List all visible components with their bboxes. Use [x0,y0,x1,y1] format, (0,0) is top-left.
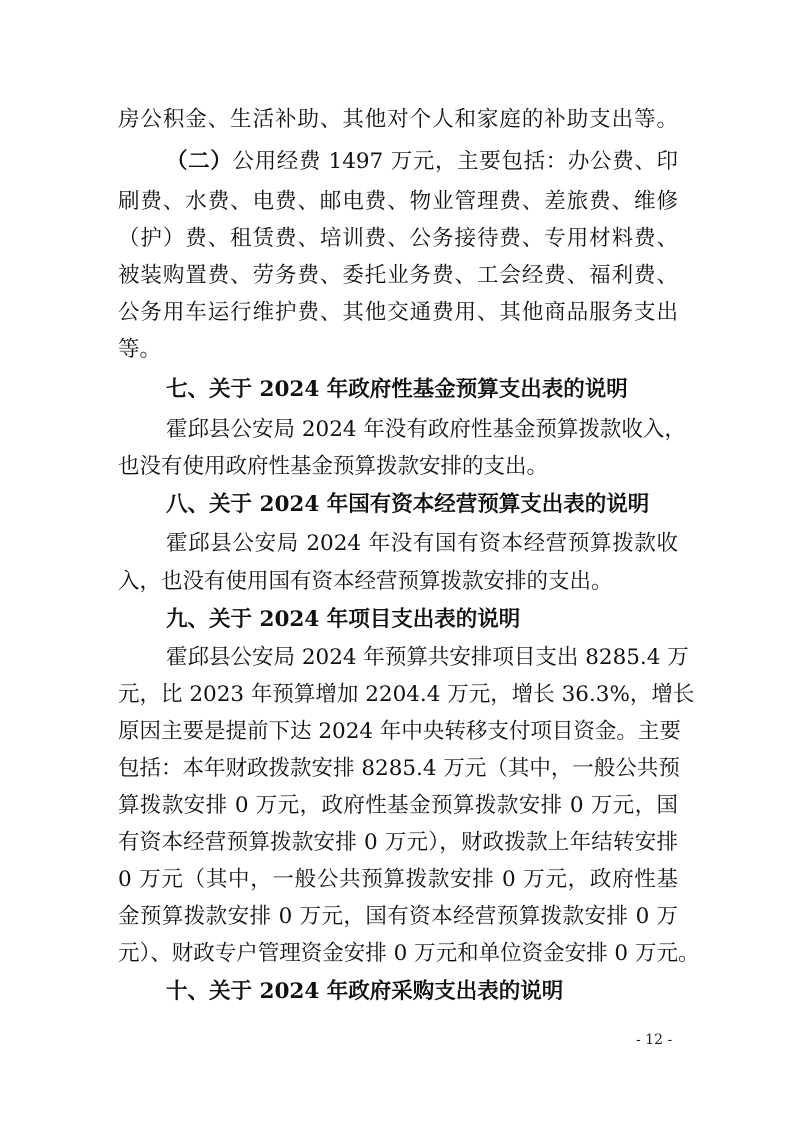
paragraph-line: 入，也没有使用国有资本经营预算拨款安排的支出。 [118,569,613,594]
paragraph-line: 公务用车运行维护费、其他交通费用、其他商品服务支出 [118,300,678,325]
page-number: - 12 - [636,1032,673,1048]
paragraph-line: 房公积金、生活补助、其他对个人和家庭的补助支出等。 [118,107,678,132]
paragraph-line: （护）费、租赁费、培训费、公务接待费、专用材料费、 [118,226,678,251]
section-heading-10: 十、关于 2024 年政府采购支出表的说明 [166,979,564,1004]
paragraph-line: 金预算拨款安排 0 万元，国有资本经营预算拨款安排 0 万 [118,904,678,929]
paragraph-line: 0 万元（其中，一般公共预算拨款安排 0 万元，政府性基 [118,867,678,892]
paragraph-line: 也没有使用政府性基金预算拨款安排的支出。 [118,454,549,479]
paragraph-line: 公用经费 1497 万元，主要包括：办公费、印 [232,149,678,174]
section-heading-8: 八、关于 2024 年国有资本经营预算支出表的说明 [166,492,650,517]
section-heading-7: 七、关于 2024 年政府性基金预算支出表的说明 [166,377,628,402]
paragraph-line: 霍邱县公安局 2024 年没有政府性基金预算拨款收入， [166,417,686,442]
section-label: （二） [166,149,233,174]
paragraph-line: 有资本经营预算拨款安排 0 万元），财政拨款上年结转安排 [118,830,678,855]
paragraph-line: 霍邱县公安局 2024 年预算共安排项目支出 8285.4 万 [166,645,689,670]
paragraph-line: 霍邱县公安局 2024 年没有国有资本经营预算拨款收 [166,531,678,556]
paragraph-line: 被装购置费、劳务费、委托业务费、工会经费、福利费、 [118,263,678,288]
paragraph-line: 元）、财政专户管理资金安排 0 万元和单位资金安排 0 万元。 [118,941,700,966]
section-heading-public-expenses [166,146,678,178]
paragraph-line: 等。 [118,337,162,362]
paragraph-line: 元，比 2023 年预算增加 2204.4 万元，增长 36.3%，增长 [118,682,695,707]
section-heading-9: 九、关于 2024 年项目支出表的说明 [166,607,521,632]
paragraph-line: 包括：本年财政拨款安排 8285.4 万元（其中，一般公共预 [118,756,680,781]
paragraph-line: 刷费、水费、电费、邮电费、物业管理费、差旅费、维修 [118,189,678,214]
paragraph-line: 原因主要是提前下达 2024 年中央转移支付项目资金。主要 [118,719,681,744]
paragraph-line: 算拨款安排 0 万元，政府性基金预算拨款安排 0 万元，国 [118,793,678,818]
